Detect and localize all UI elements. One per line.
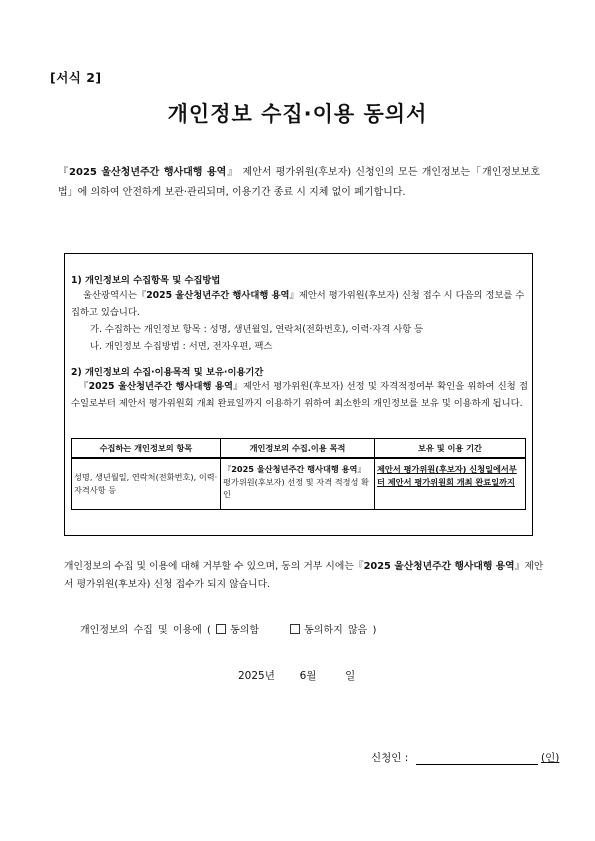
section2-title: 2) 개인정보의 수집·이용목적 및 보유·이용기간 xyxy=(71,367,264,378)
signature-label: 신청인 : xyxy=(371,752,409,764)
intro-paragraph: 『2025 울산청년주간 행사대행 용역』 제안서 평가위원(후보자) 신청인의 모든 개인정보는「개인정보보호법」에 의하여 안전하게 보관·관리되며, 이용기간 종료 시 지체 없이 폐기합니다. xyxy=(58,167,541,198)
signature-line xyxy=(371,750,559,765)
section2-body: 『2025 울산청년주간 행사대행 용역』제안서 평가위원(후보자) 선정 및 자격적정여부 확인을 위하여 신청 접수일로부터 제안서 평가위원회 개최 완료일까지 이용하기 위하여 최소한의 개인정보를 보유 및 이용하게 됩니다. xyxy=(71,381,528,409)
consent-close: ) xyxy=(372,625,377,636)
consent-details-box xyxy=(64,253,533,536)
seal-mark: (인) xyxy=(541,752,560,764)
consent-label: 개인정보의 수집 및 이용에 ( xyxy=(80,625,211,636)
table-cell-items: 성명, 생년월일, 연락처(전화번호), 이력·자격사항 등 xyxy=(72,458,221,510)
table-header-period: 보유 및 이용 기간 xyxy=(375,439,526,459)
date-month: 6월 xyxy=(299,670,317,682)
table-row xyxy=(72,458,526,510)
consent-table xyxy=(71,438,526,510)
section1-body: 울산광역시는『2025 울산청년주간 행사대행 용역』제안서 평가위원(후보자) 신청 접수 시 다음의 정보를 수집하고 있습니다. xyxy=(71,290,525,318)
date-year: 2025년 xyxy=(238,670,275,682)
form-label: [서식 2] xyxy=(50,70,102,85)
section1-item-a: 가. 수집하는 개인정보 항목 : 성명, 생년월일, 연락처(전화번호), 이력·자격 사항 등 xyxy=(90,324,424,335)
refusal-notice: 개인정보의 수집 및 이용에 대해 거부할 수 있으며, 동의 거부 시에는『2025 울산청년주간 행사대행 용역』제안서 평가위원(후보자) 신청 접수가 되지 않습니다. xyxy=(64,561,544,590)
consent-choice-line xyxy=(80,621,376,636)
section1-title: 1) 개인정보의 수집항목 및 수집방법 xyxy=(71,275,221,286)
agree-checkbox[interactable] xyxy=(216,624,226,634)
signature-field[interactable] xyxy=(416,751,538,765)
table-header-purpose: 개인정보의 수집.이용 목적 xyxy=(221,439,375,459)
agree-label: 동의함 xyxy=(230,625,260,636)
table-header-row xyxy=(72,439,526,459)
date-day: 일 xyxy=(345,670,356,682)
date-line xyxy=(238,668,355,683)
project-name: 2025 울산청년주간 행사대행 용역 xyxy=(69,167,227,178)
disagree-checkbox[interactable] xyxy=(290,624,300,634)
table-cell-purpose: 『2025 울산청년주간 행사대행 용역』평가위원(후보자) 선정 및 자격 적정성 확인 xyxy=(221,458,375,510)
section1-item-b: 나. 개인정보 수집방법 : 서면, 전자우편, 팩스 xyxy=(90,341,273,352)
table-cell-period: 제안서 평가위원(후보자) 신청일에서부터 제안서 평가위원회 개최 완료일까지 xyxy=(375,458,526,510)
disagree-label: 동의하지 않음 xyxy=(304,625,368,636)
document-title: 개인정보 수집·이용 동의서 xyxy=(167,102,428,126)
table-header-items: 수집하는 개인정보의 항목 xyxy=(72,439,221,459)
